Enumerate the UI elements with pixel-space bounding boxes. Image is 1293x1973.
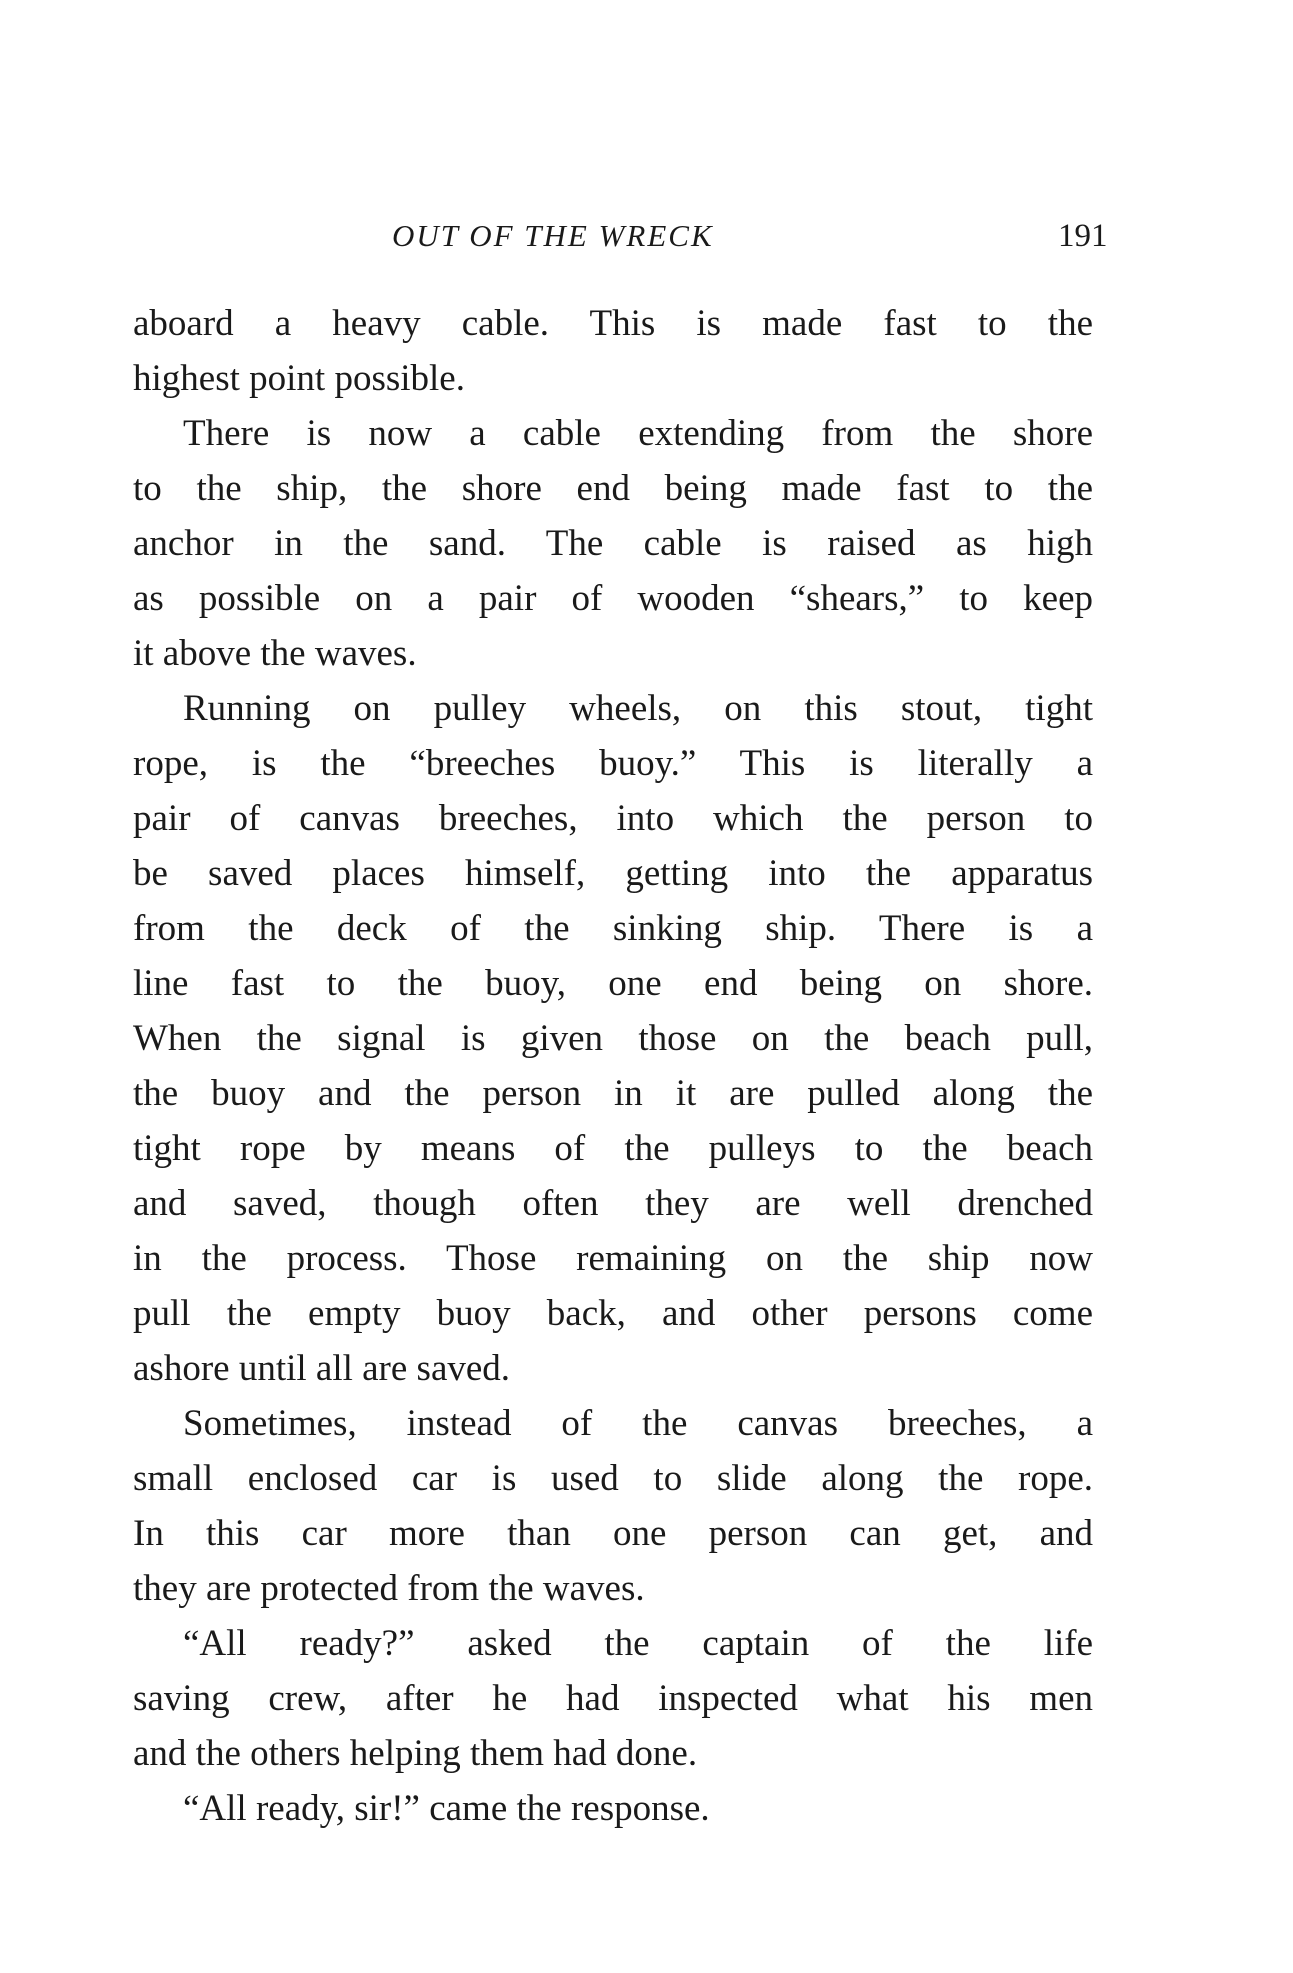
text-line: and the others helping them had done. [133, 1733, 698, 1774]
text-line: in the process. Those remaining on the ship now [133, 1238, 1093, 1279]
paragraph [133, 296, 1093, 406]
text-line: to the ship, the shore end being made fast to the [133, 468, 1093, 509]
paragraph [133, 1396, 1093, 1616]
text-line: pair of canvas breeches, into which the person to [133, 798, 1093, 839]
page-body [133, 296, 1093, 1836]
text-line: they are protected from the waves. [133, 1568, 645, 1609]
text-line: ashore until all are saved. [133, 1348, 511, 1389]
text-line: There is now a cable extending from the shore [183, 413, 1093, 454]
running-title: OUT OF THE WRECK [392, 218, 714, 253]
text-line: In this car more than one person can get, and [133, 1513, 1093, 1554]
text-line: small enclosed car is used to slide along the rope. [133, 1458, 1093, 1499]
text-line: pull the empty buoy back, and other persons come [133, 1293, 1093, 1334]
text-line: be saved places himself, getting into the apparatus [133, 853, 1093, 894]
text-line: from the deck of the sinking ship. There is a [133, 908, 1093, 949]
text-line: line fast to the buoy, one end being on shore. [133, 963, 1093, 1004]
paragraph [133, 406, 1093, 681]
text-line: saving crew, after he had inspected what his men [133, 1678, 1093, 1719]
text-line: rope, is the “breeches buoy.” This is literally a [133, 743, 1093, 784]
text-line: “All ready, sir!” came the response. [183, 1788, 710, 1829]
text-line: the buoy and the person in it are pulled along the [133, 1073, 1093, 1114]
text-line: anchor in the sand. The cable is raised as high [133, 523, 1093, 564]
text-line: as possible on a pair of wooden “shears,” to keep [133, 578, 1093, 619]
text-line: “All ready?” asked the captain of the life [183, 1623, 1093, 1664]
text-line: When the signal is given those on the beach pull, [133, 1018, 1093, 1059]
text-line: Running on pulley wheels, on this stout, tight [183, 688, 1093, 729]
text-line: and saved, though often they are well drenched [133, 1183, 1093, 1224]
text-line: it above the waves. [133, 633, 417, 674]
page-number: 191 [1058, 218, 1108, 254]
text-line: tight rope by means of the pulleys to the beach [133, 1128, 1093, 1169]
page-header [0, 218, 1293, 266]
text-line: Sometimes, instead of the canvas breeches, a [183, 1403, 1093, 1444]
text-line: highest point possible. [133, 358, 465, 399]
text-line: aboard a heavy cable. This is made fast to the [133, 303, 1093, 344]
paragraph [133, 681, 1093, 1396]
paragraph [133, 1616, 1093, 1781]
paragraph [133, 1781, 1093, 1836]
